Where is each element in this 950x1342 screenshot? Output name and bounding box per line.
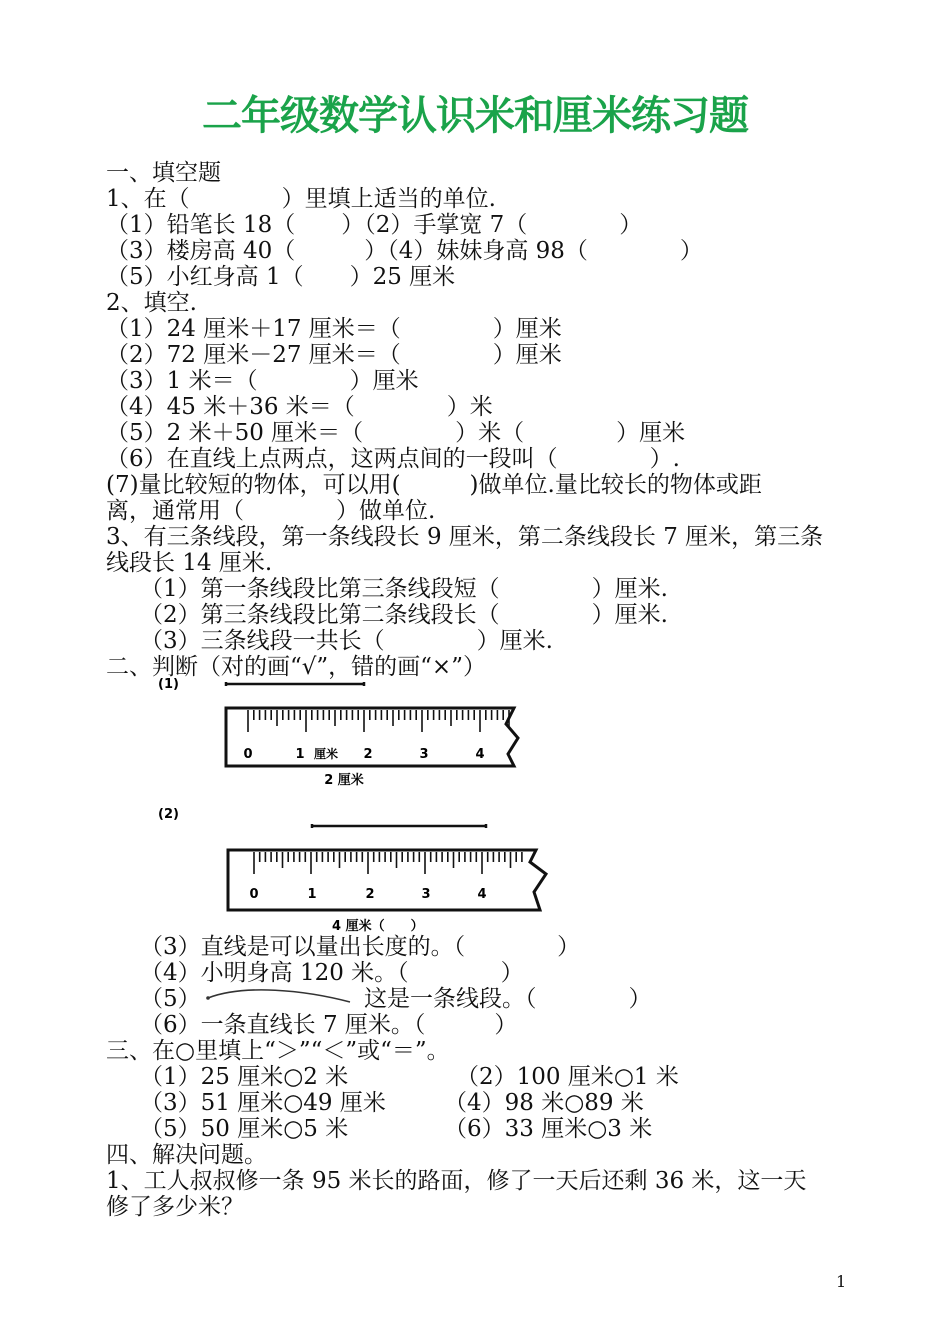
q2-item-7-line-2: 离，通常用（ ）做单位. xyxy=(106,498,436,524)
curve-line-figure xyxy=(204,986,354,1012)
tick-label-2: 2 xyxy=(365,887,375,902)
judge-item-5-number: （5） xyxy=(140,986,201,1012)
page-title: 二年级数学认识米和厘米练习题 xyxy=(202,93,748,139)
figure-1-label: (1) xyxy=(158,677,179,692)
tick-label-0: 0 xyxy=(249,887,259,902)
compare-item-6: （6）33 厘米○3 米 xyxy=(444,1116,653,1142)
tick-label-2: 2 xyxy=(363,747,373,762)
q1-item-5: （5）小红身高 1（ ）25 厘米 xyxy=(106,264,456,290)
compare-item-2: （2）100 厘米○1 米 xyxy=(456,1064,679,1090)
tick-label-1: 1 xyxy=(295,747,305,762)
figure-2-caption: 4 厘米（ ） xyxy=(332,919,424,934)
q3-item-3: （3）三条线段一共长（ ）厘米. xyxy=(140,628,553,654)
q3-item-2: （2）第三条线段比第二条线段长（ ）厘米. xyxy=(140,602,668,628)
page-number: 1 xyxy=(836,1272,847,1291)
problem-1-line-2: 修了多少米？ xyxy=(106,1194,244,1220)
judge-item-4: （4）小明身高 120 米。（ ） xyxy=(140,960,524,986)
compare-item-3: （3）51 厘米○49 厘米 xyxy=(140,1090,386,1116)
tick-label-3: 3 xyxy=(421,887,431,902)
tick-label-0: 0 xyxy=(243,747,253,762)
ruler-body-2 xyxy=(228,850,546,910)
figure-1-caption: 2 厘米 xyxy=(324,773,364,788)
compare-item-4: （4）98 米○89 米 xyxy=(444,1090,644,1116)
q3-item-1: （1）第一条线段比第三条线段短（ ）厘米. xyxy=(140,576,668,602)
q3-prompt-line-1: 3、有三条线段，第一条线段长 9 厘米，第二条线段长 7 厘米，第三条 xyxy=(106,524,824,550)
q2-item-1: （1）24 厘米＋17 厘米＝（ ）厘米 xyxy=(106,316,562,342)
measured-segment-2 xyxy=(312,824,486,828)
q2-item-4: （4）45 米＋36 米＝（ ）米 xyxy=(106,394,493,420)
q2-item-7-line-1: (7)量比较短的物体，可以用( )做单位.量比较长的物体或距 xyxy=(106,472,762,498)
compare-item-1: （1）25 厘米○2 米 xyxy=(140,1064,349,1090)
section-4-heading: 四、解决问题。 xyxy=(106,1142,267,1168)
q1-prompt: 1、在（ ）里填上适当的单位. xyxy=(106,186,496,212)
tick-label-1: 1 xyxy=(307,887,317,902)
q1-item-1-2: （1）铅笔长 18（ ）（2）手掌宽 7（ ） xyxy=(106,212,643,238)
tick-label-4: 4 xyxy=(475,747,485,762)
measured-segment-1 xyxy=(226,682,364,686)
figure-2-label: (2) xyxy=(158,807,179,822)
judge-item-5-text: 这是一条线段。（ ） xyxy=(364,986,652,1012)
q2-item-3: （3）1 米＝（ ）厘米 xyxy=(106,368,419,394)
ruler-figure-2 xyxy=(158,806,548,936)
judge-item-3: （3）直线是可以量出长度的。（ ） xyxy=(140,934,581,960)
q2-prompt: 2、填空. xyxy=(106,290,197,316)
compare-item-5: （5）50 厘米○5 米 xyxy=(140,1116,349,1142)
q3-prompt-line-2: 线段长 14 厘米. xyxy=(106,550,273,576)
judge-item-6: （6）一条直线长 7 厘米。（ ） xyxy=(140,1012,518,1038)
q2-item-6: （6）在直线上点两点，这两点间的一段叫（ ）. xyxy=(106,446,680,472)
section-3-heading: 三、在○里填上“＞”“＜”或“＝”。 xyxy=(106,1038,450,1064)
q2-item-2: （2）72 厘米－27 厘米＝（ ）厘米 xyxy=(106,342,562,368)
problem-1-line-1: 1、工人叔叔修一条 95 米长的路面，修了一天后还剩 36 米，这一天 xyxy=(106,1168,807,1194)
section-1-heading: 一、填空题 xyxy=(106,160,221,186)
tick-label-4: 4 xyxy=(477,887,487,902)
tick-unit-label: 厘米 xyxy=(313,747,339,761)
ruler-figure-1 xyxy=(158,677,528,790)
q2-item-5: （5）2 米＋50 厘米＝（ ）米（ ）厘米 xyxy=(106,420,686,446)
q1-item-3-4: （3）楼房高 40（ ）（4）妹妹身高 98（ ） xyxy=(106,238,703,264)
tick-label-3: 3 xyxy=(419,747,429,762)
section-2-heading: 二、判断（对的画“√”，错的画“×”） xyxy=(106,654,486,680)
